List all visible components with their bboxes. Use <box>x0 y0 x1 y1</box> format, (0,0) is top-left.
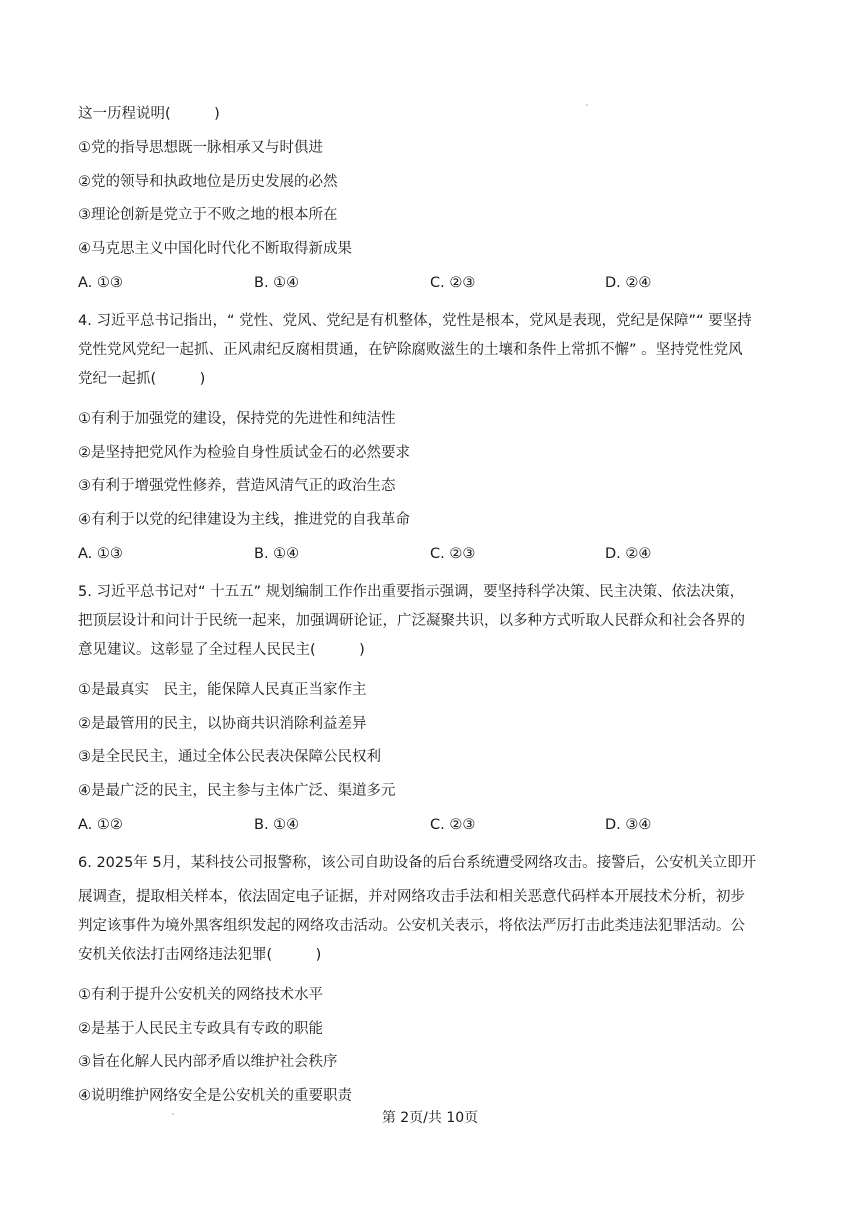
q6-item-1: ①有利于提升公安机关的网络技术水平 <box>78 987 323 1003</box>
q5-stem-line-1: 5. 习近平总书记对“ 十五五” 规划编制工作作出重要指示强调，要坚持科学决策、民主决策、依法决策， <box>78 584 745 600</box>
scan-speck <box>172 1113 174 1115</box>
q6-item-2: ②是基于人民民主专政具有专政的职能 <box>78 1021 323 1037</box>
q5-option-b: B. ①④ <box>254 817 300 833</box>
q3-item-3: ③理论创新是党立于不败之地的根本所在 <box>78 207 338 223</box>
q5-option-d: D. ③④ <box>605 817 652 833</box>
q3-options <box>78 273 783 293</box>
q5-options <box>78 815 783 835</box>
q4-item-4: ④有利于以党的纪律建设为主线，推进党的自我革命 <box>78 512 410 528</box>
q5-stem-line-3: 意见建议。这彰显了全过程人民民主( ) <box>78 642 365 658</box>
q6-stem-line-1: 6. 2025年 5月，某科技公司报警称，该公司自助设备的后台系统遭受网络攻击。接警后，公安机关立即开 <box>78 855 757 871</box>
q4-options <box>78 544 783 564</box>
page-footer: 第 2页/共 10页 <box>381 1110 479 1126</box>
q4-stem-line-1: 4. 习近平总书记指出，“ 党性、党风、党纪是有机整体，党性是根本，党风是表现，党纪是保障”“ 要坚持 <box>78 313 752 329</box>
q3-item-1: ①党的指导思想既一脉相承又与时俱进 <box>78 140 323 156</box>
q5-item-3: ③是全民民主，通过全体公民表决保障公民权利 <box>78 749 381 765</box>
q3-item-2: ②党的领导和执政地位是历史发展的必然 <box>78 174 338 190</box>
q4-option-d: D. ②④ <box>605 546 652 562</box>
q6-stem-line-4: 安机关依法打击网络违法犯罪( ) <box>78 947 322 963</box>
q5-item-2: ②是最管用的民主，以协商共识消除利益差异 <box>78 716 367 732</box>
q3-stem: 这一历程说明( ) <box>78 106 220 122</box>
q4-option-a: A. ①③ <box>78 546 123 562</box>
q3-option-b: B. ①④ <box>254 275 300 291</box>
q6-item-4: ④说明维护网络安全是公安机关的重要职责 <box>78 1088 352 1104</box>
scan-speck <box>586 104 588 106</box>
q3-item-4: ④马克思主义中国化时代化不断取得新成果 <box>78 241 352 257</box>
q3-option-a: A. ①③ <box>78 275 123 291</box>
q5-item-4: ④是最广泛的民主，民主参与主体广泛、渠道多元 <box>78 783 396 799</box>
q4-option-c: C. ②③ <box>430 546 476 562</box>
q5-item-1: ①是最真实 民主，能保障人民真正当家作主 <box>78 682 367 698</box>
q4-item-1: ①有利于加强党的建设，保持党的先进性和纯洁性 <box>78 411 396 427</box>
q4-item-2: ②是坚持把党风作为检验自身性质试金石的必然要求 <box>78 445 410 461</box>
q5-option-c: C. ②③ <box>430 817 476 833</box>
q6-stem-line-3: 判定该事件为境外黑客组织发起的网络攻击活动。公安机关表示，将依法严厉打击此类违法犯罪活动。公 <box>78 918 745 934</box>
q5-stem-line-2: 把顶层设计和问计于民统一起来，加强调研论证，广泛凝聚共识，以多种方式听取人民群众和社会各界的 <box>78 613 745 629</box>
q3-option-c: C. ②③ <box>430 275 476 291</box>
q5-option-a: A. ①② <box>78 817 123 833</box>
q4-stem-line-2: 党性党风党纪一起抓、正风肃纪反腐相贯通，在铲除腐败滋生的土壤和条件上常抓不懈” 。坚持党性党风 <box>78 342 743 358</box>
q6-item-3: ③旨在化解人民内部矛盾以维护社会秩序 <box>78 1054 338 1070</box>
q6-stem-line-2: 展调查，提取相关样本，依法固定电子证据，并对网络攻击手法和相关恶意代码样本开展技术分析，初步 <box>78 889 745 905</box>
q4-item-3: ③有利于增强党性修养，营造风清气正的政治生态 <box>78 478 396 494</box>
q4-option-b: B. ①④ <box>254 546 300 562</box>
q3-option-d: D. ②④ <box>605 275 652 291</box>
q4-stem-line-3: 党纪一起抓( ) <box>78 371 206 387</box>
